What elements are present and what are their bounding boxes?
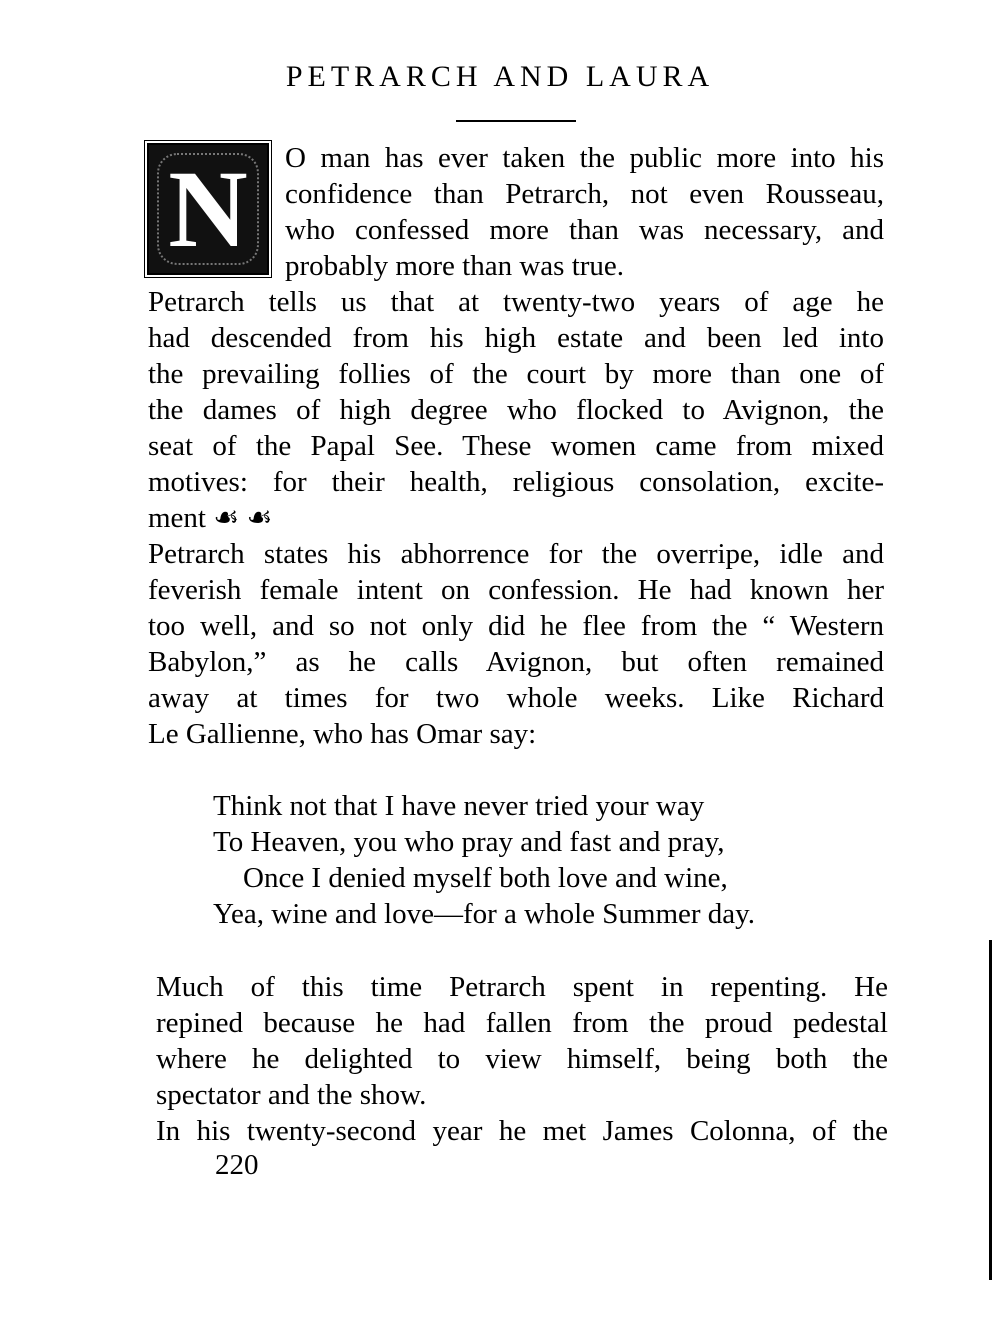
text-line: had descended from his high estate and been led into — [148, 322, 884, 354]
text-line: repined because he had fallen from the proud pedestal — [156, 1007, 888, 1039]
text-line: the prevailing follies of the court by more than one of — [148, 358, 884, 390]
text-line: seat of the Papal See. These women came from mixed — [148, 430, 884, 462]
drop-cap-letter: N — [168, 148, 248, 270]
text-line: confidence than Petrarch, not even Rousseau, — [285, 178, 884, 210]
text-line: Petrarch states his abhorrence for the overripe, idle and — [148, 538, 884, 570]
text-line: Babylon,” as he calls Avignon, but often remained — [148, 646, 884, 678]
text-line: too well, and so not only did he flee from the “ Western — [148, 610, 884, 642]
text-line: In his twenty-second year he met James Colonna, of the — [156, 1115, 888, 1147]
poem-line: To Heaven, you who pray and fast and pray, — [213, 826, 725, 858]
text-line: the dames of high degree who flocked to Avignon, the — [148, 394, 884, 426]
text-line: Le Gallienne, who has Omar say: — [148, 718, 537, 750]
text-line: motives: for their health, religious consolation, excite- — [148, 466, 884, 498]
text-line: probably more than was true. — [285, 250, 625, 282]
text-line: Petrarch tells us that at twenty-two years of age he — [148, 286, 884, 318]
text-line: Much of this time Petrarch spent in repenting. He — [156, 971, 888, 1003]
text-line: O man has ever taken the public more into his — [285, 142, 884, 174]
text-line: spectator and the show. — [156, 1079, 427, 1111]
poem-line: Think not that I have never tried your way — [213, 790, 705, 822]
text-line: ment ☙ ☙ — [148, 502, 273, 534]
poem-line: Once I denied myself both love and wine, — [243, 862, 728, 894]
text-line: feverish female intent on confession. He had known her — [148, 574, 884, 606]
text-line: who confessed more than was necessary, and — [285, 214, 884, 246]
text-line: where he delighted to view himself, being both the — [156, 1043, 888, 1075]
poem-line: Yea, wine and love—for a whole Summer day. — [213, 898, 756, 930]
ornamental-drop-cap — [147, 143, 269, 275]
scan-edge-artifact — [989, 940, 992, 1280]
page-number: 220 — [215, 1149, 259, 1181]
text-line: away at times for two whole weeks. Like Richard — [148, 682, 884, 714]
header-rule — [456, 120, 576, 122]
running-header: PETRARCH AND LAURA — [285, 60, 715, 93]
